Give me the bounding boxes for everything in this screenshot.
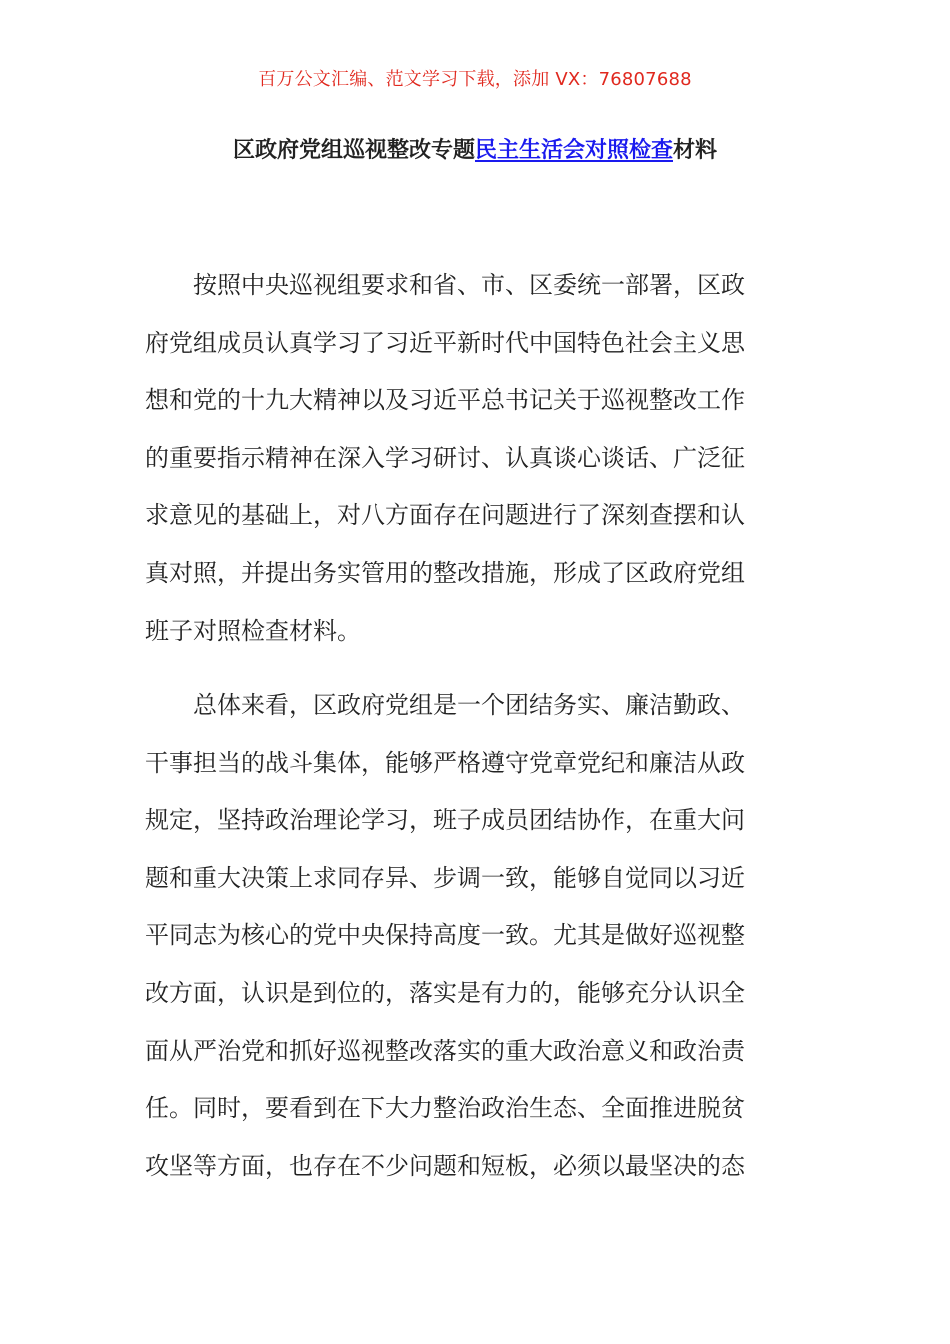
paragraph-line: 题和重大决策上求同存异、步调一致，能够自觉同以习近 bbox=[145, 863, 745, 892]
paragraph-line: 班子对照检查材料。 bbox=[145, 616, 361, 645]
paragraph-line: 面从严治党和抓好巡视整改落实的重大政治意义和政治责 bbox=[145, 1036, 745, 1065]
paragraph-line: 府党组成员认真学习了习近平新时代中国特色社会主义思 bbox=[145, 328, 745, 357]
paragraph-line: 想和党的十九大精神以及习近平总书记关于巡视整改工作 bbox=[145, 386, 745, 415]
paragraph-line: 攻坚等方面，也存在不少问题和短板，必须以最坚决的态 bbox=[145, 1151, 745, 1180]
paragraph-line: 求意见的基础上，对八方面存在问题进行了深刻查摆和认 bbox=[145, 501, 745, 530]
paragraph-1 bbox=[145, 257, 785, 660]
paragraph-line: 任。同时，要看到在下大力整治政治生态、全面推进脱贫 bbox=[145, 1094, 745, 1123]
paragraph-line: 按照中央巡视组要求和省、市、区委统一部署，区政 bbox=[145, 271, 745, 299]
title-suffix: 材料 bbox=[673, 138, 718, 163]
paragraph-line: 平同志为核心的党中央保持高度一致。尤其是做好巡视整 bbox=[145, 921, 745, 950]
paragraph-line: 的重要指示精神在深入学习研讨、认真谈心谈话、广泛征 bbox=[145, 443, 745, 472]
paragraph-line: 干事担当的战斗集体，能够严格遵守党章党纪和廉洁从政 bbox=[145, 748, 745, 777]
paragraph-2 bbox=[145, 677, 785, 1195]
paragraph-line: 规定，坚持政治理论学习，班子成员团结协作，在重大问 bbox=[145, 806, 745, 835]
paragraph-line: 真对照，并提出务实管用的整改措施，形成了区政府党组 bbox=[145, 558, 745, 587]
paragraph-line: 总体来看，区政府党组是一个团结务实、廉洁勤政、 bbox=[145, 691, 745, 719]
document-title bbox=[0, 134, 950, 168]
header-banner: 百万公文汇编、范文学习下载，添加 VX：76807688 bbox=[258, 69, 692, 90]
title-link[interactable]: 民主生活会对照检查 bbox=[474, 138, 673, 163]
title-prefix: 区政府党组巡视整改专题 bbox=[232, 138, 475, 163]
paragraph-line: 改方面，认识是到位的，落实是有力的，能够充分认识全 bbox=[145, 978, 745, 1007]
